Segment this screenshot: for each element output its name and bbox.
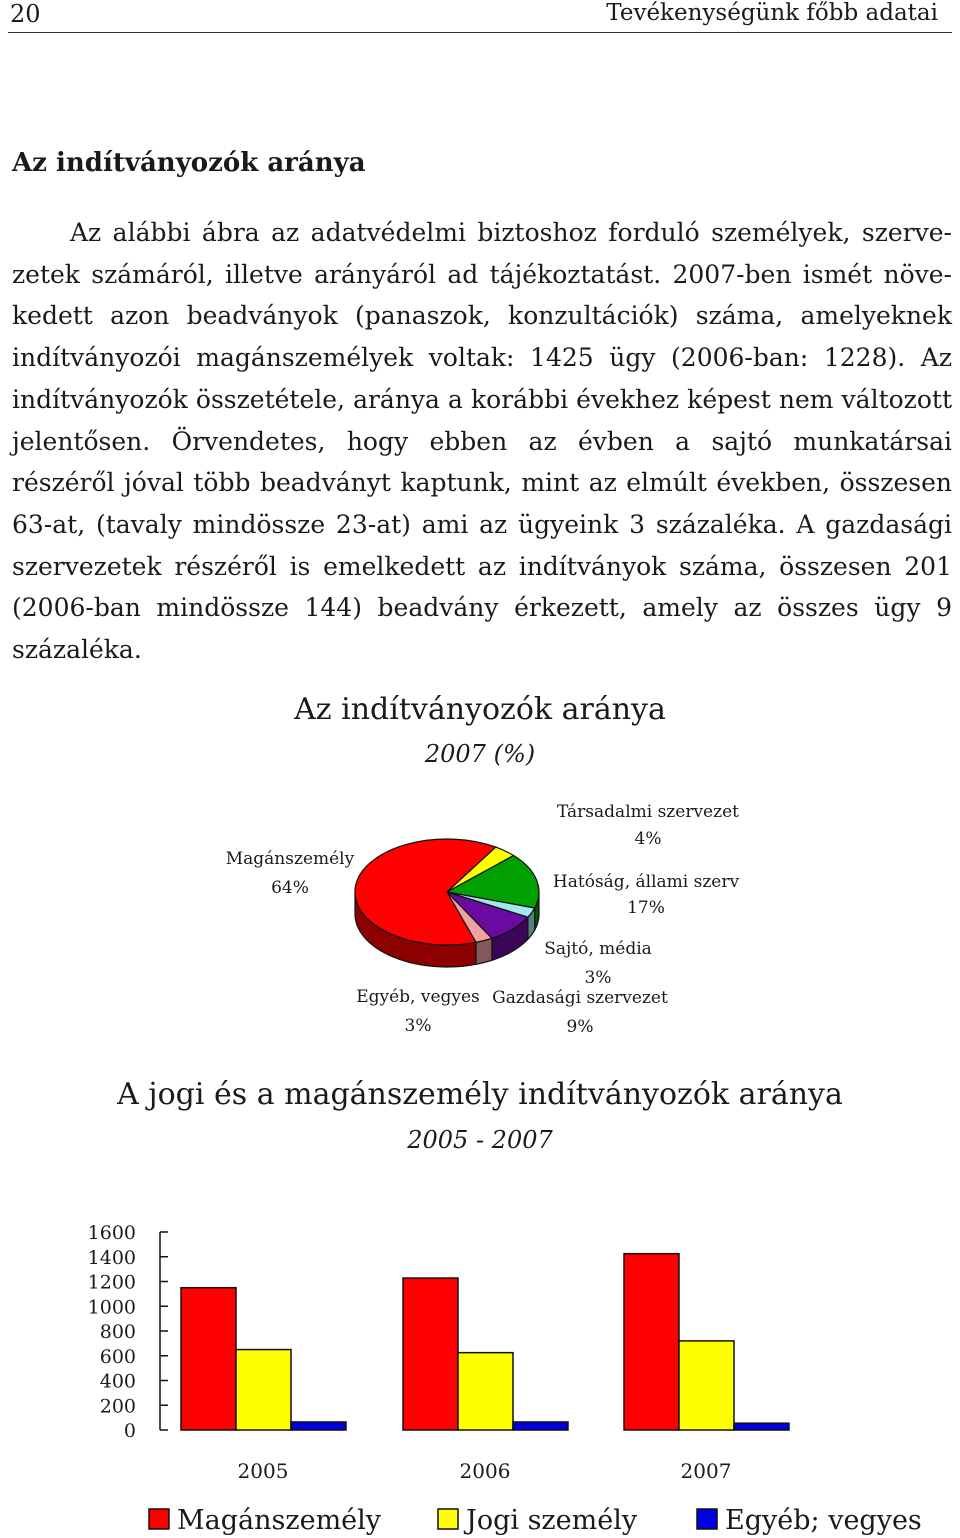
y-tick-label-800: 800 — [99, 1321, 136, 1343]
y-tick-label-1200: 1200 — [87, 1271, 136, 1294]
legend-label-jogi-szem-ly: Jogi személy — [466, 1505, 638, 1536]
pie-value-mag-nszem-ly: 64% — [271, 878, 309, 898]
y-tick-label-200: 200 — [99, 1395, 136, 1418]
pie-value-gazdas-gi-szervezet: 9% — [566, 1017, 594, 1037]
bar-chart-title: A jogi és a magánszemély indítványozók aránya — [117, 1077, 843, 1112]
bar-2005-jogi-szem-ly — [236, 1350, 291, 1430]
legend-label-egy-b-vegyes: Egyéb; vegyes — [725, 1505, 922, 1536]
y-tick-label-1400: 1400 — [87, 1246, 136, 1269]
x-tick-label-2007: 2007 — [680, 1459, 732, 1483]
pie-label-hat-s-g-llami-szerv: Hatóság, állami szerv — [552, 872, 740, 892]
body-paragraph: Az alábbi ábra az adatvédelmi biztoshoz forduló személyek, szervezetek számáról, illetve arányáról ad tájékoztatást. 2007-ben ismét növekedett azon beadványok (panaszok, konzultációk) száma, amelyeknek indítványozói magánszemélyek voltak: 1425 ügy (2006-ban: 1228). Az indítványozók összetétele, aránya a korábbi évekhez képest nem változott jelentősen. Örvendetes, hogy ebben az évben a sajtó munkatársai részéről jóval több beadványt kaptunk, mint az elmúlt években, összesen 63-at, (tavaly mindössze 23-at) ami az ügyeink 3 százaléka. A gazdasági szervezetek részéről is emelkedett az indítványok száma, összesen 201 (2006-ban mindössze 144) beadvány érkezett, amely az összes ügy 9 százaléka. — [12, 218, 952, 665]
pie-label-sajt-m-dia: Sajtó, média — [544, 939, 652, 959]
x-tick-label-2006: 2006 — [459, 1459, 511, 1483]
y-tick-label-400: 400 — [99, 1370, 136, 1393]
pie-label-t-rsadalmi-szervezet: Társadalmi szervezet — [557, 802, 739, 822]
pie-chart-subtitle: 2007 (%) — [424, 740, 536, 768]
bar-2006-jogi-szem-ly — [458, 1353, 513, 1430]
bar-2005-mag-nszem-ly — [181, 1288, 236, 1430]
bar-2007-mag-nszem-ly — [624, 1254, 679, 1430]
bar-chart-subtitle: 2005 - 2007 — [407, 1126, 553, 1154]
bar-2007-jogi-szem-ly — [679, 1341, 734, 1430]
running-header — [8, 0, 952, 33]
bar-2006-egy-b-vegyes — [513, 1422, 568, 1430]
pie-label-gazdas-gi-szervezet: Gazdasági szervezet — [492, 988, 668, 1008]
bar-2005-egy-b-vegyes — [291, 1422, 346, 1430]
y-tick-label-1600: 1600 — [87, 1222, 136, 1244]
pie-label-egy-b-vegyes: Egyéb, vegyes — [356, 987, 480, 1007]
legend-swatch-jogi-szem-ly — [438, 1509, 458, 1529]
bar-chart — [0, 1188, 960, 1538]
pie-value-hat-s-g-llami-szerv: 17% — [627, 898, 665, 918]
legend-label-mag-nszem-ly: Magánszemély — [177, 1505, 382, 1536]
pie-label-mag-nszem-ly: Magánszemély — [225, 849, 355, 869]
pie-value-sajt-m-dia: 3% — [584, 968, 612, 988]
running-title: Tevékenységünk főbb adatai — [606, 0, 938, 26]
legend-swatch-egy-b-vegyes — [697, 1509, 717, 1529]
pie-value-egy-b-vegyes: 3% — [404, 1016, 432, 1036]
y-tick-label-600: 600 — [99, 1345, 136, 1368]
bar-2006-mag-nszem-ly — [403, 1278, 458, 1430]
bar-2007-egy-b-vegyes — [734, 1423, 789, 1430]
pie-value-t-rsadalmi-szervezet: 4% — [634, 829, 662, 849]
pie-chart — [0, 780, 960, 1080]
section-heading: Az indítványozók aránya — [12, 148, 366, 178]
page-number: 20 — [10, 0, 41, 28]
pie-chart-title: Az indítványozók aránya — [294, 692, 666, 727]
x-tick-label-2005: 2005 — [237, 1459, 289, 1483]
y-tick-label-1000: 1000 — [87, 1296, 136, 1319]
legend-swatch-mag-nszem-ly — [149, 1509, 169, 1529]
y-tick-label-0: 0 — [123, 1420, 136, 1442]
